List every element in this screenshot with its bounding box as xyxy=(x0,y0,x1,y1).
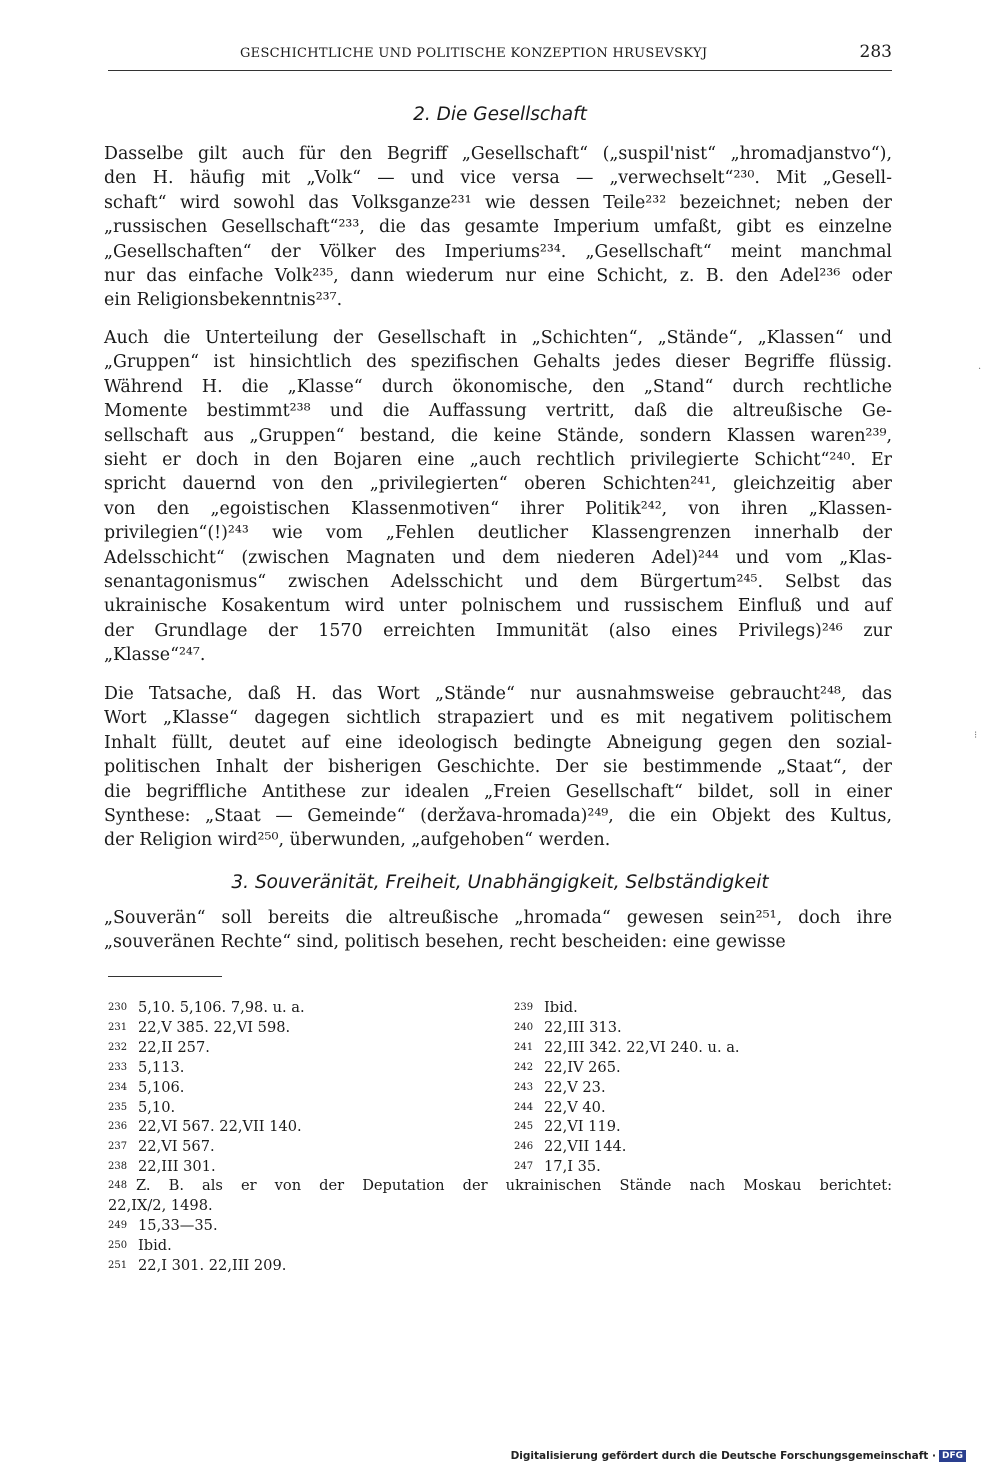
footnote-text: 22,IV 265. xyxy=(544,1058,621,1076)
footnote-text: 15,33—35. xyxy=(138,1217,218,1234)
text-line: Synthese: „Staat — Gemeinde“ (deržava-hromada)²⁴⁹, die ein Objekt des Kultus, xyxy=(104,806,892,826)
footnote-text: Z. B. als er von der Deputation der ukrainischen Stände nach Moskau berichtet: xyxy=(136,1177,892,1194)
footnote-number: 242 xyxy=(514,1061,534,1073)
footnote-number: 243 xyxy=(514,1081,534,1093)
digitization-credit xyxy=(511,1450,966,1462)
text-line: Wort „Klasse“ dagegen sichtlich strapaziert und es mit negativem politischem xyxy=(104,708,892,729)
footnote-number: 231 xyxy=(108,1021,128,1033)
footnote-text: 22,VI 119. xyxy=(544,1118,621,1136)
text-line: „souveränen Rechte“ sind, politisch besehen, recht bescheiden: eine gewisse xyxy=(104,932,786,953)
text-line: Auch die Unterteilung der Gesellschaft in „Schichten“, „Stände“, „Klassen“ und xyxy=(104,328,892,348)
footnote-text: 22,VII 144. xyxy=(544,1138,627,1156)
text-line: spricht dauernd von den „privilegierten“ oberen Schichten²⁴¹, gleichzeitig aber xyxy=(104,474,892,495)
margin-mark: · xyxy=(978,364,982,375)
section-heading-2: 2. Die Gesellschaft xyxy=(413,104,587,125)
footnote xyxy=(108,998,305,1018)
footnote-number: 236 xyxy=(108,1121,128,1133)
text-line: „Souverän“ soll bereits die altreußische „hromada“ gewesen sein²⁵¹, doch ihre xyxy=(104,908,892,928)
footnote-text: Ibid. xyxy=(138,1237,172,1254)
footnote xyxy=(514,1157,601,1177)
footnote xyxy=(108,1098,175,1118)
footnote xyxy=(108,1216,218,1236)
footnote-text: 22,III 342. 22,VI 240. u. a. xyxy=(544,1038,740,1056)
footnote-text: 22,III 313. xyxy=(544,1018,622,1036)
text-line: der Grundlage der 1570 erreichten Immunität (also eines Privilegs)²⁴⁶ zur xyxy=(104,620,892,641)
credit-text: Digitalisierung gefördert durch die Deutsche Forschungsgemeinschaft · xyxy=(510,1450,936,1462)
footnote-text: 22,VI 567. xyxy=(138,1138,215,1156)
text-line: Inhalt füllt, deutet auf eine ideologisch bedingte Abneigung gegen den sozial- xyxy=(104,732,892,753)
footnote-text: 22,I 301. 22,III 209. xyxy=(138,1257,287,1274)
footnote-text: 22,VI 567. 22,VII 140. xyxy=(138,1118,302,1136)
footnote xyxy=(108,1058,184,1078)
footnote-number: 251 xyxy=(108,1260,128,1271)
footnote xyxy=(514,998,578,1018)
footnote xyxy=(108,1157,216,1177)
footnote-text: 5,106. xyxy=(138,1078,185,1096)
footnote xyxy=(108,1137,215,1157)
footnote-text: 22,IX/2, 1498. xyxy=(108,1197,213,1214)
footnote-text: 5,113. xyxy=(138,1058,185,1076)
footnote-text: 5,10. xyxy=(138,1098,176,1116)
footnote-number: 235 xyxy=(108,1101,128,1113)
footnote-text: 22,V 385. 22,VI 598. xyxy=(138,1018,291,1036)
footnote-text: Ibid. xyxy=(544,999,578,1016)
footnote-number: 241 xyxy=(514,1041,534,1053)
text-line: Momente bestimmt²³⁸ und die Auffassung vertritt, daß die altreußische Ge- xyxy=(104,401,892,422)
footnote-number: 244 xyxy=(514,1101,534,1113)
text-line: von den „egoistischen Klassenmotiven“ ihrer Politik²⁴², von ihren „Klassen- xyxy=(104,498,892,519)
section-heading-3: 3. Souveränität, Freiheit, Unabhängigkeit, Selbständigkeit xyxy=(231,872,769,893)
footnote xyxy=(108,1018,290,1038)
text-line: schaft“ wird sowohl das Volksganze²³¹ wie dessen Teile²³² bezeichnet; neben der xyxy=(104,192,892,213)
footnote-text: 5,10. 5,106. 7,98. u. a. xyxy=(138,999,305,1016)
footnote-number: 230 xyxy=(108,1002,128,1013)
text-line: die begriffliche Antithese zur idealen „Freien Gesellschaft“ bildet, soll in einer xyxy=(104,781,892,802)
text-line: ein Religionsbekenntnis²³⁷. xyxy=(104,290,343,311)
text-line: senantagonismus“ zwischen Adelsschicht und dem Bürgertum²⁴⁵. Selbst das xyxy=(104,572,892,592)
footnote-number: 250 xyxy=(108,1240,128,1251)
text-line: Dasselbe gilt auch für den Begriff „Gesellschaft“ („suspil'nist“ „hromadjanstvo“), xyxy=(104,144,892,164)
footnote-rule xyxy=(108,976,222,977)
footnote-number: 239 xyxy=(514,1002,534,1013)
footnote xyxy=(514,1038,740,1058)
text-line: „Gesellschaften“ der Völker des Imperiums²³⁴. „Gesellschaft“ meint manchmal xyxy=(104,241,892,262)
footnote-number: 245 xyxy=(514,1121,534,1133)
footnote xyxy=(514,1078,606,1098)
footnote-number: 246 xyxy=(514,1141,534,1153)
text-line: den H. häufig mit „Volk“ — und vice versa — „verwechselt“²³⁰. Mit „Gesell- xyxy=(104,168,892,189)
footnote-number: 237 xyxy=(108,1141,128,1153)
footnote-text: 22,II 257. xyxy=(138,1038,210,1056)
footnote-number: 238 xyxy=(108,1161,128,1173)
footnote-text: 22,III 301. xyxy=(138,1158,216,1176)
footnote-number: 249 xyxy=(108,1220,128,1231)
footnote xyxy=(514,1058,621,1078)
footnote xyxy=(108,1038,210,1058)
text-line: Während H. die „Klasse“ durch ökonomische, den „Stand“ durch rechtliche xyxy=(104,376,892,397)
text-line: nur das einfache Volk²³⁵, dann wiederum nur eine Schicht, z. B. den Adel²³⁶ oder xyxy=(104,266,892,286)
footnote xyxy=(108,1176,892,1196)
footnote-text: 22,V 40. xyxy=(544,1098,606,1116)
footnote xyxy=(108,1117,302,1137)
text-line: der Religion wird²⁵⁰, überwunden, „aufgehoben“ werden. xyxy=(104,830,611,851)
text-line: privilegien“(!)²⁴³ wie vom „Fehlen deutlicher Klassengrenzen innerhalb der xyxy=(104,523,892,544)
text-line: Die Tatsache, daß H. das Wort „Stände“ nur ausnahmsweise gebraucht²⁴⁸, das xyxy=(104,684,892,704)
footnote xyxy=(108,1196,213,1216)
footnote-text: 17,I 35. xyxy=(544,1158,601,1176)
footnote xyxy=(108,1256,286,1276)
text-line: sieht er doch in den Bojaren eine „auch rechtlich privilegierte Schicht“²⁴⁰. Er xyxy=(104,450,892,470)
running-title: GESCHICHTLICHE UND POLITISCHE KONZEPTION HRUSEVSKYJ xyxy=(240,46,708,61)
footnote xyxy=(514,1137,626,1157)
footnote-number: 234 xyxy=(108,1081,128,1093)
footnote-number: 248 xyxy=(108,1180,128,1191)
footnote xyxy=(514,1018,622,1038)
footnote-number: 233 xyxy=(108,1061,128,1073)
footnote xyxy=(514,1117,621,1137)
text-line: ukrainische Kosakentum wird unter polnischem und russischem Einfluß und auf xyxy=(104,596,892,617)
margin-mark: ⁝ xyxy=(974,730,978,741)
footnote xyxy=(108,1078,184,1098)
footnote-text: 22,V 23. xyxy=(544,1078,606,1096)
text-line: sellschaft aus „Gruppen“ bestand, die keine Stände, sondern Klassen waren²³⁹, xyxy=(104,425,892,446)
page-number: 283 xyxy=(859,42,892,62)
footnote xyxy=(108,1236,172,1256)
footnote-number: 232 xyxy=(108,1041,128,1053)
text-line: „Gruppen“ ist hinsichtlich des spezifischen Gehalts jedes dieser Begriffe flüssig. xyxy=(104,352,892,373)
dfg-logo: DFG xyxy=(939,1450,966,1462)
text-line: „Klasse“²⁴⁷. xyxy=(104,645,206,666)
text-line: „russischen Gesellschaft“²³³, die das gesamte Imperium umfaßt, gibt es einzelne xyxy=(104,217,892,238)
running-header xyxy=(108,40,892,71)
footnote-number: 240 xyxy=(514,1021,534,1033)
text-line: Adelsschicht“ (zwischen Magnaten und dem niederen Adel)²⁴⁴ und vom „Klas- xyxy=(104,547,892,568)
footnote-number: 247 xyxy=(514,1161,534,1173)
footnote xyxy=(514,1098,606,1118)
text-line: politischen Inhalt der bisherigen Geschichte. Der sie bestimmende „Staat“, der xyxy=(104,757,892,778)
